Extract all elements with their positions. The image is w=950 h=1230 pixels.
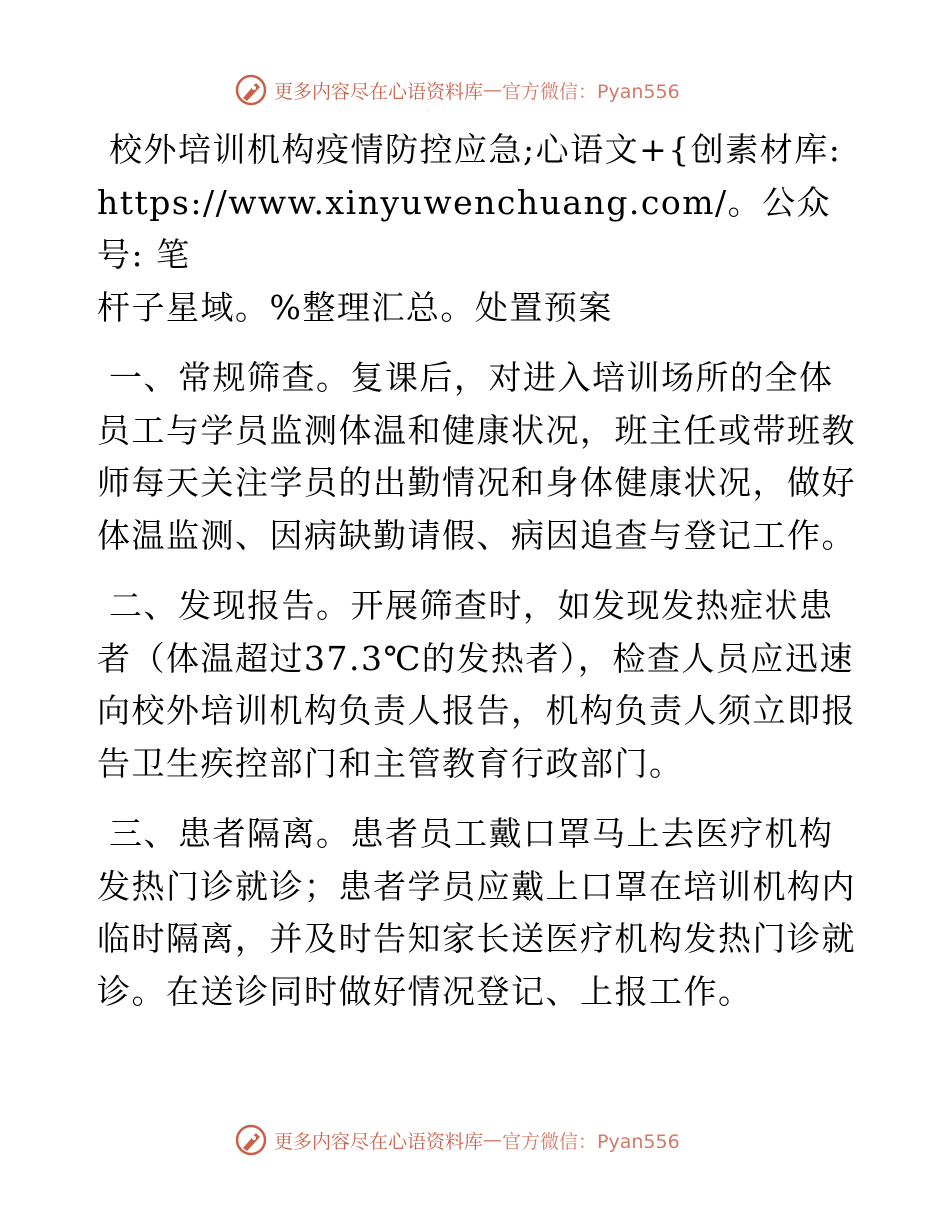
- document-title: [97, 124, 867, 334]
- paragraph-line: 诊。在送诊同时做好情况登记、上报工作。: [97, 971, 753, 1011]
- header-watermark: [234, 70, 680, 110]
- title-line: 杆子星域。%整理汇总。处置预案: [97, 287, 613, 327]
- paragraph-line: 临时隔离，并及时告知家长送医疗机构发热门诊就: [97, 919, 856, 958]
- title-line: 校外培训机构疫情防控应急;心语文+{创素材库:: [97, 130, 842, 169]
- document-body: [97, 124, 867, 1018]
- pen-nib-logo-icon: [234, 73, 268, 107]
- watermark-dash: —: [483, 79, 503, 101]
- title-line: https://www.xinyuwenchuang.com/。公众号: 笔: [97, 182, 832, 274]
- paragraph-line: 向校外培训机构负责人报告，机构负责人须立即报: [97, 691, 856, 730]
- paragraph-discovery-report: [97, 580, 867, 790]
- footer-watermark: [234, 1120, 680, 1160]
- paragraph-line: 二、发现报告。开展筛查时，如发现发热症状患: [97, 586, 834, 625]
- paragraph-patient-isolation: [97, 808, 867, 1018]
- watermark-dash: —: [483, 1129, 503, 1151]
- pen-nib-logo-icon: [234, 1123, 268, 1157]
- paragraph-line: 员工与学员监测体温和健康状况，班主任或带班教: [97, 410, 856, 450]
- paragraph-line: 师每天关注学员的出勤情况和身体健康状况，做好: [97, 463, 856, 502]
- watermark-wechat-text: 官方微信：Pyan556: [502, 1130, 680, 1153]
- paragraph-line: 三、患者隔离。患者员工戴口罩马上去医疗机构: [97, 814, 834, 853]
- paragraph-line: 发热门诊就诊；患者学员应戴上口罩在培训机构内: [97, 866, 856, 906]
- watermark-wechat-text: 官方微信：Pyan556: [502, 80, 680, 103]
- watermark-main-text: 更多内容尽在心语资料库: [274, 1130, 484, 1153]
- paragraph-line: 告卫生疾控部门和主管教育行政部门。: [97, 743, 684, 783]
- paragraph-line: 体温监测、因病缺勤请假、病因追查与登记工作。: [97, 515, 856, 555]
- paragraph-line: 一、常规筛查。复课后，对进入培训场所的全体: [97, 358, 834, 397]
- watermark-main-text: 更多内容尽在心语资料库: [274, 80, 484, 103]
- paragraph-routine-screening: [97, 352, 867, 562]
- paragraph-line: 者（体温超过37.3℃的发热者），检查人员应迅速: [97, 638, 854, 678]
